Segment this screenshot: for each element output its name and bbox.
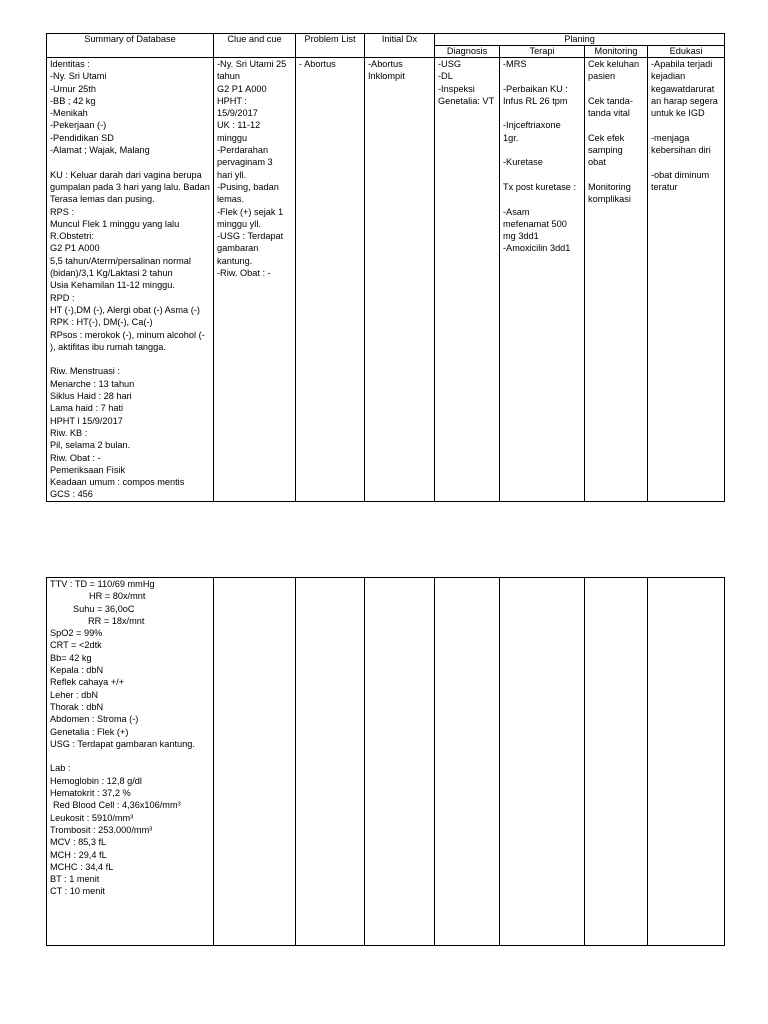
header-initial-dx: Initial Dx (365, 34, 435, 58)
summary-line: -BB ; 42 kg (50, 95, 96, 106)
summary-cell (47, 58, 214, 502)
summary-line: Pil, selama 2 bulan. (50, 440, 131, 451)
exam-lab-line: CT : 10 menit (50, 886, 105, 897)
summary-line: Terasa lemas dan pusing. (50, 194, 155, 205)
exam-lab-line: Lab : (50, 763, 71, 774)
clue-line: gambaran (217, 243, 259, 254)
summary-line: GCS : 456 (50, 489, 93, 500)
clue-line: -Pusing, badan (217, 181, 279, 192)
clue-line: -Flek (+) sejak 1 (217, 206, 284, 217)
header-diagnosis: Diagnosis (435, 46, 500, 58)
clue-line: minggu yll. (217, 218, 261, 229)
summary-line: Pemeriksaan Fisik (50, 464, 126, 475)
terapi-line: -Injceftriaxone (503, 120, 561, 131)
monitoring-line: obat (588, 157, 606, 168)
summary-line: -Pekerjaan (-) (50, 120, 107, 131)
exam-lab-line: USG : Terdapat gambaran kantung. (50, 738, 195, 749)
physical-exam-lab-table (46, 577, 725, 946)
exam-lab-line: Kepala : dbN (50, 665, 104, 676)
edukasi-line: kegawatdarurat (651, 83, 715, 94)
header-problem-list: Problem List (296, 34, 365, 58)
diagnosis-line: -USG (438, 59, 461, 69)
monitoring-line: komplikasi (588, 194, 631, 205)
summary-line: -Pendidikan SD (50, 132, 114, 143)
monitoring-line: Cek efek (588, 132, 625, 143)
exam-lab-line: RR = 18x/mnt (88, 615, 145, 626)
clue-cell-empty (214, 578, 296, 946)
clue-line: tahun (217, 71, 240, 82)
summary-line: Siklus Haid : 28 hari (50, 391, 132, 402)
terapi-line: -Asam (503, 206, 530, 217)
summary-line: Keadaan umum : compos mentis (50, 477, 185, 488)
exam-lab-line: Genetalia : Flek (+) (50, 726, 129, 737)
table-row (47, 578, 725, 946)
summary-line: Muncul Flek 1 minggu yang lalu (50, 218, 180, 229)
exam-lab-line: SpO2 = 99% (50, 628, 103, 639)
clue-line: -Perdarahan (217, 145, 269, 156)
terapi-cell (500, 58, 585, 502)
clue-line: -Ny. Sri Utami 25 (217, 59, 287, 69)
clue-line: minggu (217, 132, 248, 143)
problem-line: - Abortus (299, 59, 336, 69)
exam-lab-line: Bb= 42 kg (50, 652, 92, 663)
summary-line: 5,5 tahun/Aterm/persalinan normal (50, 255, 191, 266)
header-monitoring: Monitoring (585, 46, 648, 58)
summary-line: G2 P1 A000 (50, 243, 100, 254)
summary-line: Riw. Obat : - (50, 452, 101, 463)
diagnosis-line: -DL (438, 71, 453, 82)
exam-lab-line: MCV : 85,3 fL (50, 837, 107, 848)
table-row (47, 58, 725, 502)
summary-line: (bidan)/3,1 Kg/Laktasi 2 tahun (50, 268, 173, 279)
monitoring-line: pasien (588, 71, 616, 82)
terapi-line: 1gr. (503, 132, 519, 143)
initial-dx-line: -Abortus (368, 59, 403, 69)
edukasi-line: -Apabila terjadi (651, 59, 713, 69)
exam-lab-line: MCH : 29,4 fL (50, 849, 107, 860)
terapi-cell-empty (500, 578, 585, 946)
summary-line: ), aktifitas ibu rumah tangga. (50, 341, 166, 352)
initial-dx-line: Inklompit (368, 71, 405, 82)
clue-line: 15/9/2017 (217, 108, 258, 119)
terapi-line: mefenamat 500 (503, 218, 567, 229)
monitoring-line: Cek keluhan (588, 59, 640, 69)
terapi-line: -Kuretase (503, 157, 543, 168)
edukasi-line: kebersihan diri (651, 145, 711, 156)
monitoring-line: Cek tanda- (588, 95, 633, 106)
summary-line: HT (-),DM (-), Alergi obat (-) Asma (-) (50, 304, 200, 315)
summary-line: HPHT l 15/9/2017 (50, 415, 123, 426)
diagnosis-line: Genetalia: VT (438, 95, 495, 106)
edukasi-cell-empty (648, 578, 725, 946)
terapi-line: Tx post kuretase : (503, 181, 577, 192)
exam-lab-line: Leukosit : 5910/mm³ (50, 812, 134, 823)
clue-line: lemas. (217, 194, 245, 205)
clue-line: kantung. (217, 255, 253, 266)
exam-lab-line: CRT = <2dtk (50, 640, 102, 651)
summary-line: -Ny. Sri Utami (50, 71, 107, 82)
monitoring-line: Monitoring (588, 181, 631, 192)
terapi-line: mg 3dd1 (503, 231, 539, 242)
summary-line: Riw. Menstruasi : (50, 366, 120, 377)
clue-line: UK : 11-12 (217, 120, 261, 131)
exam-lab-line: Red Blood Cell : 4,36x106/mm³ (53, 800, 181, 811)
edukasi-line: teratur (651, 181, 678, 192)
exam-lab-line: BT : 1 menit (50, 874, 100, 885)
exam-lab-line: Hemoglobin : 12,8 g/dl (50, 775, 142, 786)
summary-line: gumpalan pada 3 hari yang lalu. Badan (50, 181, 210, 192)
clue-cell (214, 58, 296, 502)
summary-line: RPK : HT(-), DM(-), Ca(-) (50, 317, 153, 328)
header-edukasi: Edukasi (648, 46, 725, 58)
exam-lab-line: Leher : dbN (50, 689, 99, 700)
exam-lab-line: Suhu = 36,0oC (73, 603, 135, 614)
terapi-line: -MRS (503, 59, 527, 69)
terapi-line: Infus RL 26 tpm (503, 95, 568, 106)
header-clue-and-cue: Clue and cue (214, 34, 296, 58)
clue-line: hari yll. (217, 169, 247, 180)
summary-line: KU : Keluar darah dari vagina berupa (50, 169, 202, 180)
exam-lab-line: Abdomen : Stroma (-) (50, 714, 139, 725)
diagnosis-cell (435, 58, 500, 502)
exam-lab-line: HR = 80x/mnt (89, 591, 146, 602)
edukasi-line: kejadian (651, 71, 686, 82)
monitoring-cell (585, 58, 648, 502)
edukasi-line: untuk ke IGD (651, 108, 705, 119)
exam-lab-line: TTV : TD = 110/69 mmHg (50, 579, 155, 589)
monitoring-line: samping (588, 145, 623, 156)
summary-line: Riw. KB : (50, 427, 88, 438)
exam-lab-line: MCHC : 34,4 fL (50, 861, 114, 872)
clue-line: -Riw. Obat : - (217, 268, 271, 279)
edukasi-line: -menjaga (651, 132, 690, 143)
monitoring-line: tanda vital (588, 108, 630, 119)
exam-lab-line: Thorak : dbN (50, 701, 104, 712)
clue-line: -USG : Terdapat (217, 231, 284, 242)
summary-line: Menarche : 13 tahun (50, 378, 135, 389)
summary-line: RPD : (50, 292, 75, 303)
initial-dx-cell-empty (365, 578, 435, 946)
summary-line: RPsos : merokok (-), minum alcohol (- (50, 329, 205, 340)
clue-line: G2 P1 A000 (217, 83, 267, 94)
exam-lab-line: Reflek cahaya +/+ (50, 677, 125, 688)
summary-line: Lama haid : 7 hati (50, 403, 124, 414)
exam-lab-line: Trombosit : 253.000/mm³ (50, 824, 153, 835)
edukasi-cell (648, 58, 725, 502)
header-summary-of-database: Summary of Database (47, 34, 214, 58)
case-summary-planning-table (46, 33, 725, 502)
summary-line: RPS : (50, 206, 74, 217)
summary-line: Identitas : (50, 59, 90, 69)
exam-lab-line: Hematokrit : 37,2 % (50, 788, 131, 799)
diagnosis-line: -Inspeksi (438, 83, 475, 94)
exam-lab-cell (47, 578, 214, 946)
terapi-line: -Amoxicilin 3dd1 (503, 243, 571, 254)
summary-line: -Alamat ; Wajak, Malang (50, 145, 150, 156)
monitoring-cell-empty (585, 578, 648, 946)
summary-line: Usia Kehamilan 11-12 minggu. (50, 280, 175, 291)
problem-list-cell-empty (296, 578, 365, 946)
header-planing: Planing (435, 34, 725, 46)
edukasi-line: -obat diminum (651, 169, 710, 180)
terapi-line: -Perbaikan KU : (503, 83, 568, 94)
clue-line: HPHT : (217, 95, 247, 106)
diagnosis-cell-empty (435, 578, 500, 946)
summary-line: R.Obstetri: (50, 231, 94, 242)
summary-line: -Menikah (50, 108, 88, 119)
problem-list-cell (296, 58, 365, 502)
edukasi-line: an harap segera (651, 95, 718, 106)
header-terapi: Terapi (500, 46, 585, 58)
summary-line: -Umur 25th (50, 83, 96, 94)
initial-dx-cell (365, 58, 435, 502)
header-row (47, 34, 725, 46)
clue-line: pervaginam 3 (217, 157, 273, 168)
